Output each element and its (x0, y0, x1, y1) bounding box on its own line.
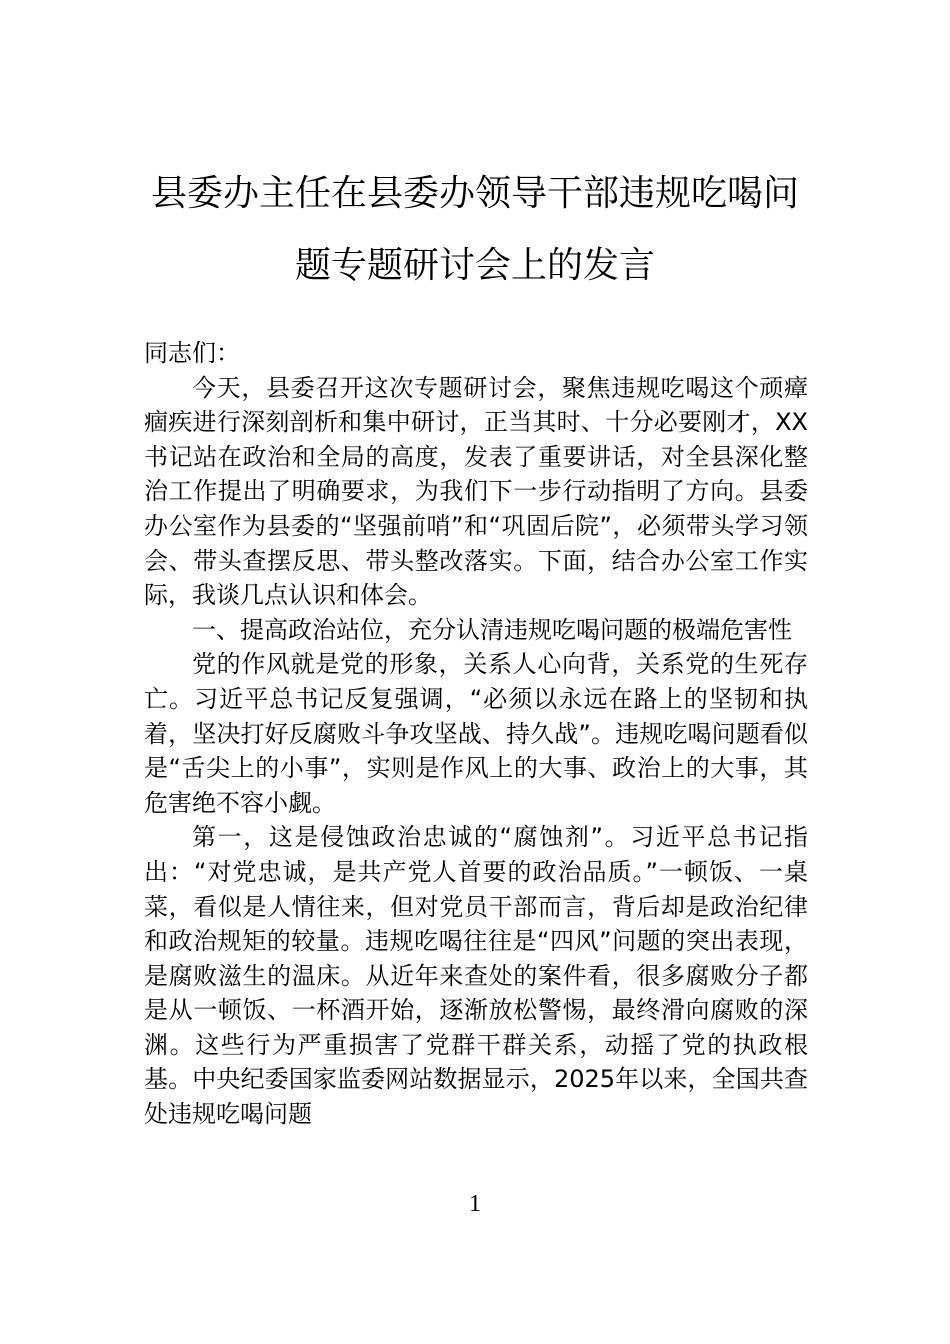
paragraph-intro: 今天，县委召开这次专题研讨会，聚焦违规吃喝这个顽瘴痼疾进行深刻剖析和集中研讨，正当其时、十分必要刚才，XX书记站在政治和全局的高度，发表了重要讲话，对全县深化整治工作提出了明确要求，为我们下一步行动指明了方向。县委办公室作为县委的“坚强前哨”和“巩固后院”，必须带头学习领会、带头查摆反思、带头整改落实。下面，结合办公室工作实际，我谈几点认识和体会。 (144, 373, 808, 610)
page-number: 1 (469, 1191, 481, 1217)
document-title-line-1: 县委办主任在县委办领导干部违规吃喝问 (150, 173, 799, 214)
paragraph-first-point: 第一，这是侵蚀政治忠诚的“腐蚀剂”。习近平总书记指出：“对党忠诚，是共产党人首要的政治品质。”一顿饭、一桌菜，看似是人情往来，但对党员干部而言，背后却是政治纪律和政治规矩的较量。违规吃喝往往是“四风”问题的突出表现，是腐败滋生的温床。从近年来查处的案件看，很多腐败分子都是从一顿饭、一杯酒开始，逐渐放松警惕，最终滑向腐败的深渊。这些行为严重损害了党群干群关系，动摇了党的执政根基。中央纪委国家监委网站数据显示，2025年以来，全国共查处违规吃喝问题 (144, 823, 808, 1129)
paragraph-party-style: 党的作风就是党的形象，关系人心向背，关系党的生死存亡。习近平总书记反复强调，“必须以永远在路上的坚韧和执着，坚决打好反腐败斗争攻坚战、持久战”。违规吃喝问题看似是“舌尖上的小事”，实则是作风上的大事、政治上的大事，其危害绝不容小觑。 (144, 650, 808, 817)
document-title-line-2: 题专题研讨会上的发言 (294, 245, 655, 286)
salutation: 同志们： (144, 339, 240, 367)
section-heading-1: 一、提高政治站位，充分认清违规吃喝问题的极端危害性 (192, 615, 792, 644)
document-body (144, 336, 808, 1132)
